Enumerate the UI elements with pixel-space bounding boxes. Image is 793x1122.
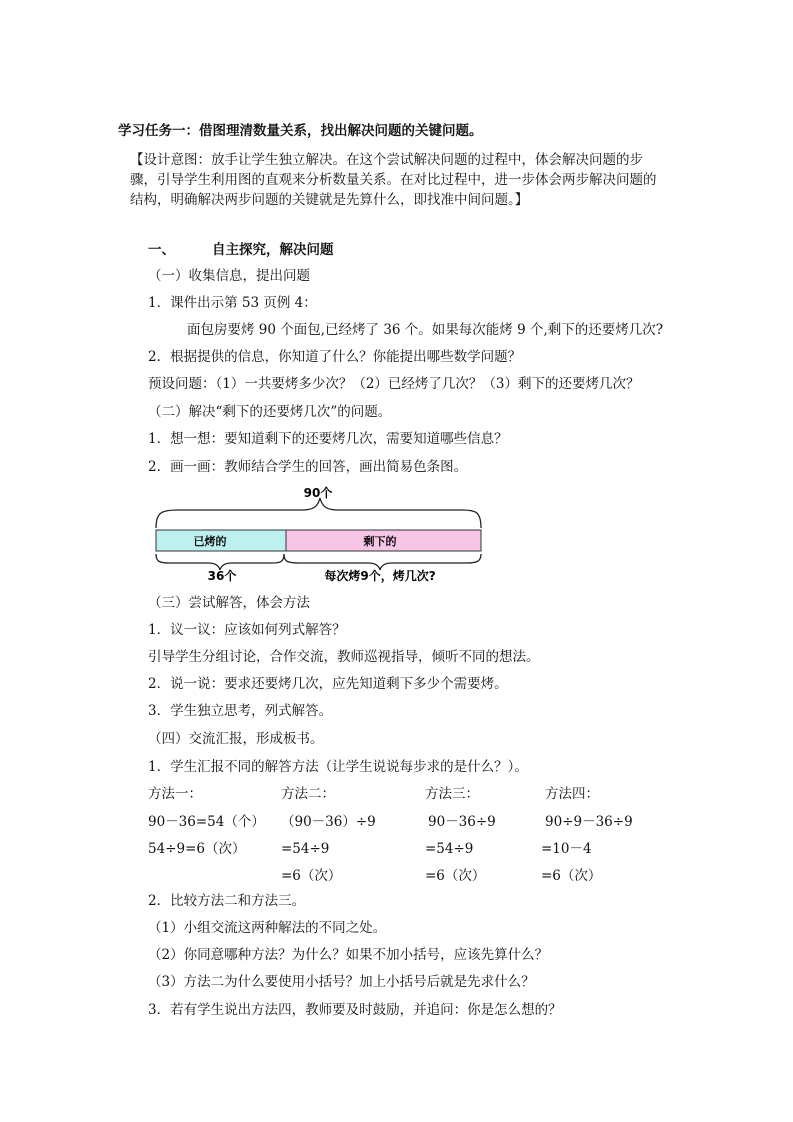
method-1-line: 54÷9=6（次） xyxy=(148,841,246,857)
preset-questions: 预设问题：（1）一共要烤多少次？（2）已经烤了几次？（3）剩下的还要烤几次？ xyxy=(148,376,640,392)
part4-heading: （四）交流汇报，形成板书。 xyxy=(148,731,324,747)
method-3-line: =54÷9 xyxy=(425,841,474,857)
method-2-line: =54÷9 xyxy=(281,841,330,857)
part1-item2: 2．根据提供的信息，你知道了什么？你能提出哪些数学问题？ xyxy=(148,349,522,365)
design-intent xyxy=(130,150,670,210)
total-label: 90个 xyxy=(303,486,333,500)
method-1-line: 90－36=54（个） xyxy=(148,814,265,830)
part3-item3: 3．学生独立思考，列式解答。 xyxy=(148,703,333,719)
baked-count-label: 36个 xyxy=(207,569,237,583)
baked-label: 已烤的 xyxy=(193,535,227,548)
part4-item1: 1．学生汇报不同的解答方法（让学生说说每步求的是什么？）。 xyxy=(148,759,528,775)
design-intent-line: 【设计意图：放手让学生独立解决。在这个尝试解决问题的过程中，体会解决问题的步 xyxy=(130,152,643,168)
part2-heading: （二）解决“剩下的还要烤几次”的问题。 xyxy=(148,404,392,420)
method-4-title: 方法四： xyxy=(545,786,599,802)
part3-heading: （三）尝试解答，体会方法 xyxy=(148,595,310,611)
part2-item2: 2．画一画：教师结合学生的回答，画出简易色条图。 xyxy=(148,459,468,475)
method-2-line: =6（次） xyxy=(281,868,342,884)
part2-item1: 1．想一想：要知道剩下的还要烤几次，需要知道哪些信息？ xyxy=(148,431,508,447)
method-3-line: =6（次） xyxy=(425,868,486,884)
part4-item2: 2．比较方法二和方法三。 xyxy=(148,893,306,909)
design-intent-line: 结构，明确解决两步问题的关键就是先算什么，即找准中间问题。】 xyxy=(130,192,529,208)
method-1-title: 方法一： xyxy=(148,786,202,802)
method-2-line: （90－36）÷9 xyxy=(281,814,376,830)
question-1: （1）小组交流这两种解法的不同之处。 xyxy=(148,920,387,936)
bar-diagram xyxy=(0,482,793,592)
method-4-line: =6（次） xyxy=(541,868,602,884)
method-3-title: 方法三： xyxy=(425,786,479,802)
section-number: 一、 xyxy=(148,242,175,258)
top-brace xyxy=(156,498,481,528)
question-3: （3）方法二为什么要使用小括号？加上小括号后就是先求什么？ xyxy=(148,974,535,990)
part3-item2: 2．说一说：要求还要烤几次，应先知道剩下多少个需要烤。 xyxy=(148,676,508,692)
question-label: 每次烤9个，烤几次? xyxy=(324,569,436,583)
design-intent-line: 骤，引导学生利用图的直观来分析数量关系。在对比过程中，进一步体会两步解决问题的 xyxy=(130,172,657,188)
right-bottom-brace xyxy=(284,554,481,570)
left-bottom-brace xyxy=(156,554,284,570)
part1-heading: （一）收集信息，提出问题 xyxy=(148,268,310,284)
part4-item3: 3．若有学生说出方法四，教师要及时鼓励，并追问：你是怎么想的？ xyxy=(148,1002,562,1018)
method-3-line: 90－36÷9 xyxy=(428,814,496,830)
part3-note: 引导学生分组讨论，合作交流，教师巡视指导，倾听不同的想法。 xyxy=(148,649,540,665)
method-2-title: 方法二： xyxy=(281,786,335,802)
question-2: （2）你同意哪种方法？为什么？如果不加小括号，应该先算什么？ xyxy=(148,947,549,963)
part1-item1: 1．课件出示第 53 页例 4： xyxy=(148,295,317,311)
section-title: 自主探究，解决问题 xyxy=(212,242,334,258)
method-4-line: =10－4 xyxy=(541,841,592,857)
remaining-label: 剩下的 xyxy=(363,535,397,548)
method-4-line: 90÷9－36÷9 xyxy=(545,814,633,830)
problem-text: 面包房要烤 90 个面包,已经烤了 36 个。如果每次能烤 9 个,剩下的还要烤几次? xyxy=(187,322,664,338)
task-title: 学习任务一：借图理清数量关系，找出解决问题的关键问题。 xyxy=(118,123,483,139)
part3-item1: 1．议一议：应该如何列式解答？ xyxy=(148,622,346,638)
